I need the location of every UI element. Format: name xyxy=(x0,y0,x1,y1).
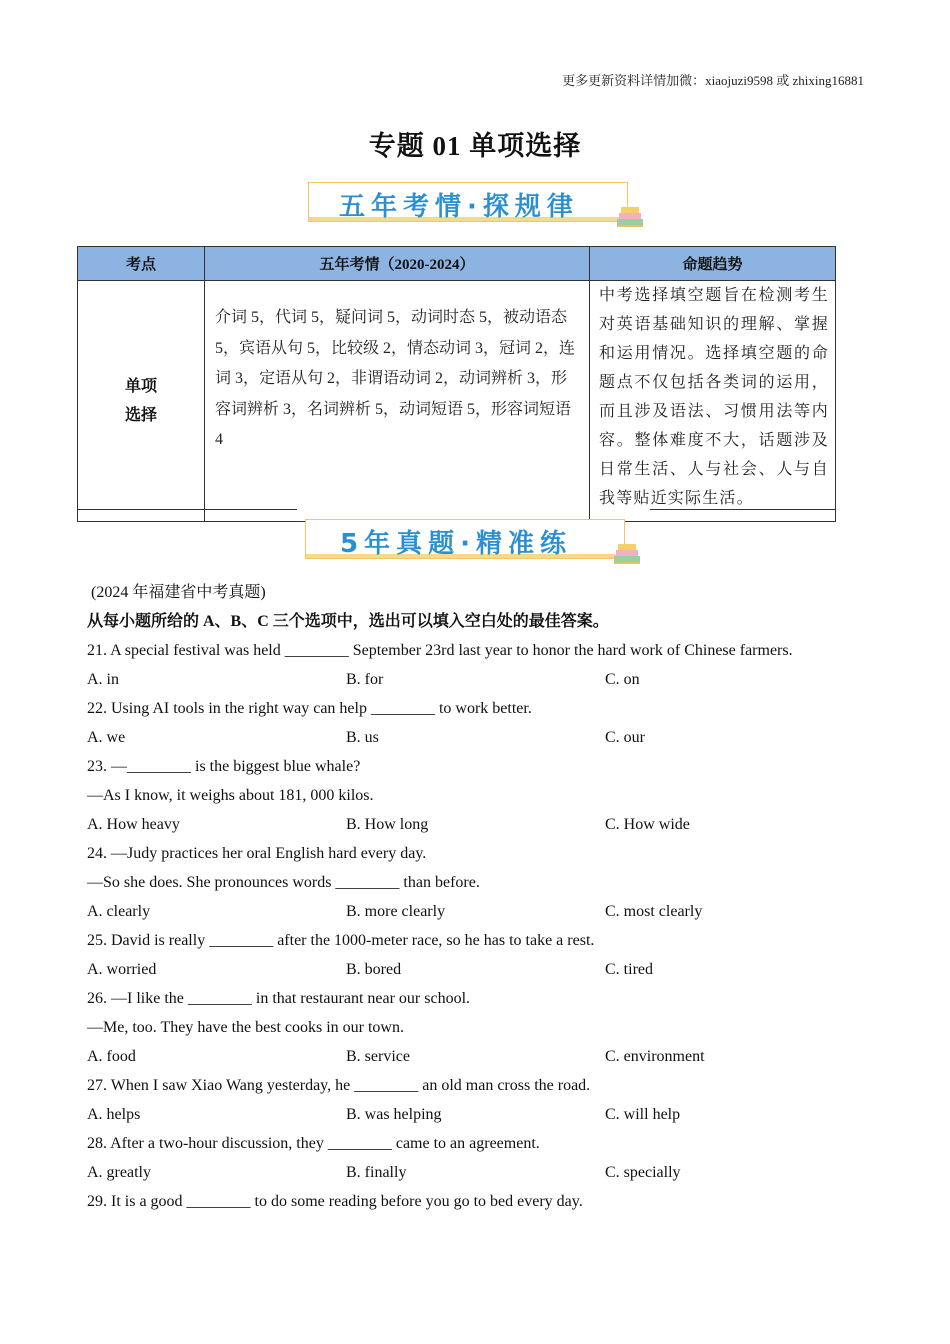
cell-trend: 中考选择填空题旨在检测考生对英语基础知识的理解、掌握和运用情况。选择填空题的命题点不仅包括各类词的运用，而且涉及语法、习惯用法等内容。整体难度不大，话题涉及日常生活、人与社会、人与自我等贴近实际生活。 xyxy=(590,281,836,522)
option-row xyxy=(87,810,887,839)
question-stem: 28. After a two-hour discussion, they ________ came to an agreement. xyxy=(87,1135,540,1152)
question-28 xyxy=(87,1129,887,1187)
question-stem: —So she does. She pronounces words ________ than before. xyxy=(87,874,480,891)
question-stem: 27. When I saw Xiao Wang yesterday, he ________ an old man cross the road. xyxy=(87,1077,591,1094)
option-a: A. How heavy xyxy=(87,816,180,833)
question-25 xyxy=(87,926,887,984)
question-26 xyxy=(87,984,887,1071)
option-a: A. we xyxy=(87,729,126,746)
section-banner-practice xyxy=(305,519,625,559)
option-a: A. food xyxy=(87,1048,136,1065)
option-c: C. environment xyxy=(605,1048,705,1065)
option-b: B. How long xyxy=(346,816,429,833)
option-row xyxy=(87,665,887,694)
instructions: 从每小题所给的 A、B、C 三个选项中，选出可以填入空白处的最佳答案。 xyxy=(87,613,609,630)
question-23 xyxy=(87,752,887,839)
question-stem: 29. It is a good ________ to do some reading before you go to bed every day. xyxy=(87,1193,583,1210)
section-banner-exam-trends xyxy=(308,182,628,222)
exam-source: (2024 年福建省中考真题) xyxy=(91,584,266,601)
option-c: C. How wide xyxy=(605,816,690,833)
option-row xyxy=(87,955,887,984)
cell-kaodian xyxy=(78,281,205,522)
table-row xyxy=(78,281,836,522)
question-stem: 26. —I like the ________ in that restaurant near our school. xyxy=(87,990,471,1007)
option-c: C. our xyxy=(605,729,645,746)
banner-label: 五年考情·探规律 xyxy=(339,192,579,222)
question-stem: —Me, too. They have the best cooks in our town. xyxy=(87,1019,404,1036)
divider xyxy=(650,509,836,510)
option-a: A. in xyxy=(87,671,119,688)
option-a: A. clearly xyxy=(87,903,151,920)
divider xyxy=(77,509,297,510)
question-22 xyxy=(87,694,887,752)
header-kaodian: 考点 xyxy=(78,247,205,281)
question-29 xyxy=(87,1187,887,1216)
question-list xyxy=(87,578,887,1216)
option-c: C. tired xyxy=(605,961,653,978)
option-a: A. greatly xyxy=(87,1164,151,1181)
option-row xyxy=(87,897,887,926)
page-title: 专题 01 单项选择 xyxy=(368,131,582,161)
option-row xyxy=(87,723,887,752)
option-row xyxy=(87,1158,887,1187)
option-c: C. will help xyxy=(605,1106,681,1123)
option-b: B. us xyxy=(346,729,379,746)
kaodian-line: 单项 xyxy=(124,378,157,395)
option-b: B. was helping xyxy=(346,1106,442,1123)
option-c: C. on xyxy=(605,671,640,688)
option-c: C. specially xyxy=(605,1164,681,1181)
table-header-row xyxy=(78,247,836,281)
header-trend: 命题趋势 xyxy=(590,247,836,281)
option-a: A. worried xyxy=(87,961,157,978)
option-b: B. service xyxy=(346,1048,410,1065)
question-stem: 21. A special festival was held ________ September 23rd last year to honor the hard work of Chinese farmers. xyxy=(87,642,793,659)
option-row xyxy=(87,1100,887,1129)
question-stem: 24. —Judy practices her oral English hard every day. xyxy=(87,845,427,862)
option-b: B. more clearly xyxy=(346,903,446,920)
kaodian-line: 选择 xyxy=(124,407,157,424)
option-a: A. helps xyxy=(87,1106,141,1123)
books-icon xyxy=(613,203,647,229)
question-stem: —As I know, it weighs about 181, 000 kilos. xyxy=(87,787,374,804)
cell-five-year: 介词 5，代词 5，疑问词 5，动词时态 5，被动语态 5，宾语从句 5，比较级 2，情态动词 3，冠词 2，连词 3，定语从句 2，非谓语动词 2，动词辨析 3，形容词辨析 3，名词辨析 5，动词短语 5，形容词短语 4 xyxy=(205,281,590,522)
option-b: B. finally xyxy=(346,1164,407,1181)
option-row xyxy=(87,1042,887,1071)
question-stem: 23. —________ is the biggest blue whale? xyxy=(87,758,361,775)
option-b: B. bored xyxy=(346,961,402,978)
question-21 xyxy=(87,636,887,694)
exam-trend-table xyxy=(77,246,836,522)
question-24 xyxy=(87,839,887,926)
question-stem: 25. David is really ________ after the 1000-meter race, so he has to take a rest. xyxy=(87,932,595,949)
question-27 xyxy=(87,1071,887,1129)
option-c: C. most clearly xyxy=(605,903,703,920)
question-stem: 22. Using AI tools in the right way can help ________ to work better. xyxy=(87,700,532,717)
banner-label: 5年真题·精准练 xyxy=(340,529,572,559)
option-b: B. for xyxy=(346,671,384,688)
header-note: 更多更新资料详情加微：xiaojuzi9598 或 zhixing16881 xyxy=(562,73,864,88)
header-five-year: 五年考情（2020-2024） xyxy=(205,247,590,281)
books-icon xyxy=(610,540,644,566)
